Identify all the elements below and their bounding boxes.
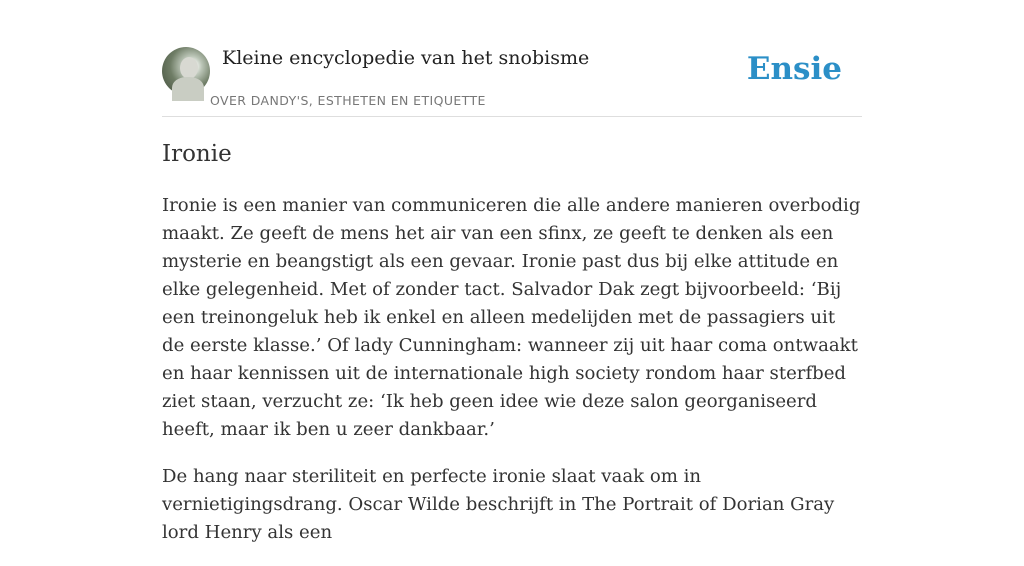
brand-logo[interactable]: Ensie xyxy=(746,51,842,87)
article-body xyxy=(162,192,862,566)
article-paragraph: Ironie is een manier van communiceren die alle andere manieren overbodig maakt. Ze geeft de mens het air van een sfinx, ze geeft te denken als een mysterie en beangstigt als een gevaar. Ironie past dus bij elke attitude en elke gelegenheid. Met of zonder tact. Salvador Dak zegt bijvoorbeeld: ‘Bij een treinongeluk heb ik enkel en alleen medelijden met de passagiers uit de eerste klasse.’ Of lady Cunningham: wanneer zij uit haar coma ontwaakt en haar kennissen uit de internationale high society rondom haar sterfbed ziet staan, verzucht ze: ‘Ik heb geen idee wie deze salon georganiseerd heeft, maar ik ben u zeer dankbaar.’ xyxy=(162,195,861,440)
site-title[interactable]: Kleine encyclopedie van het snobisme xyxy=(222,47,590,69)
author-avatar[interactable] xyxy=(162,47,210,95)
site-header xyxy=(162,46,862,117)
avatar-body xyxy=(172,77,204,101)
site-subtitle: OVER DANDY'S, ESTHETEN EN ETIQUETTE xyxy=(210,93,486,108)
article-paragraph: De hang naar steriliteit en perfecte ironie slaat vaak om in vernietigingsdrang. Oscar Wilde beschrijft in The Portrait of Dorian Gray lord Henry als een xyxy=(162,466,835,543)
article-title: Ironie xyxy=(162,141,232,167)
avatar-face xyxy=(180,57,198,79)
